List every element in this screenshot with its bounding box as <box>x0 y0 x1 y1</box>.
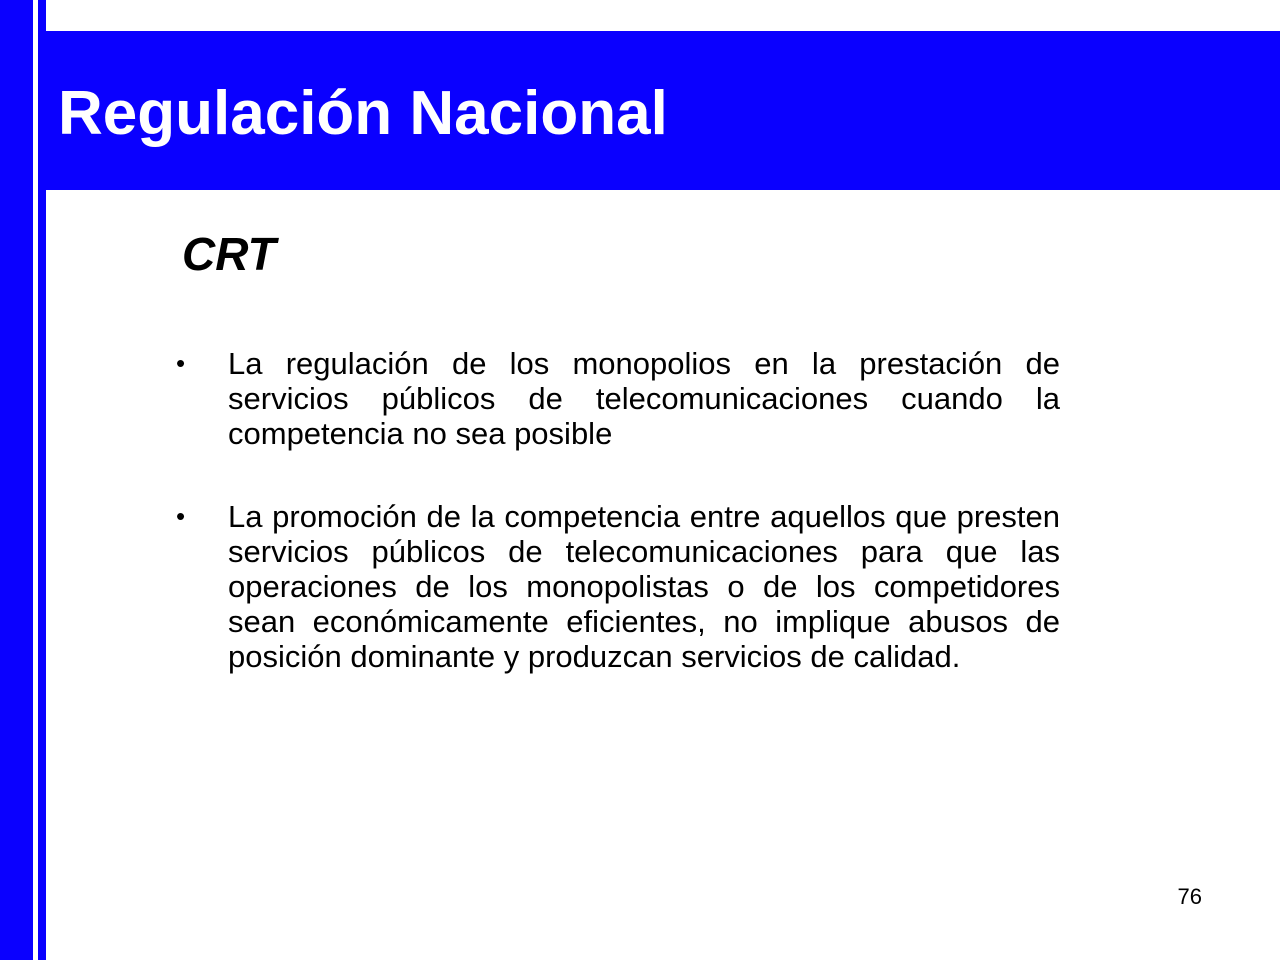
bullet-icon: • <box>176 501 186 531</box>
bullet-icon: • <box>176 348 186 378</box>
bullet-text: La regulación de los monopolios en la prestación de servicios públicos de telecomunicaciones cuando la competencia no sea posible <box>228 346 1060 451</box>
section-heading: CRT <box>182 228 276 280</box>
left-accent-bar <box>0 0 33 960</box>
bullet-text: La promoción de la competencia entre aquellos que presten servicios públicos de telecomunicaciones para que las operaciones de los monopolistas o de los competidores sean económicamente eficientes, no implique abusos de posición dominante y produzcan servicios de calidad. <box>228 499 1060 674</box>
bullet-list <box>176 346 1060 674</box>
bullet-item <box>176 346 1060 451</box>
page-number: 76 <box>1177 884 1202 909</box>
bullet-item <box>176 499 1060 674</box>
slide-title: Regulación Nacional <box>58 79 668 148</box>
